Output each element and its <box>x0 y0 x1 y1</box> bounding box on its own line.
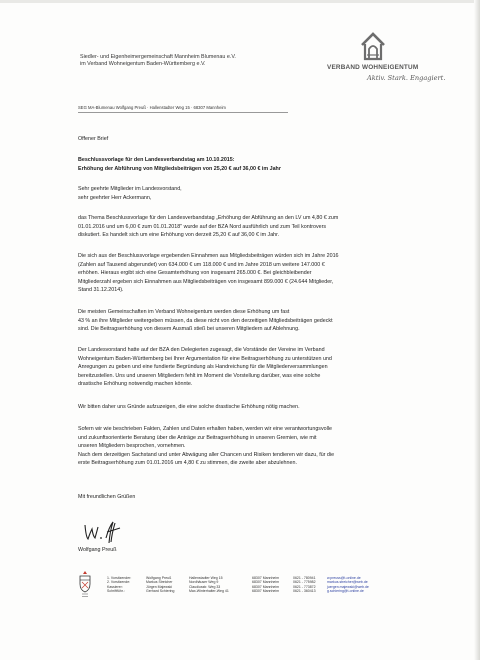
footer-cell: 68307 Mannheim <box>252 589 280 594</box>
paragraph-line: Sofern wir wie beschrieben Fakten, Zahlen und Daten erhalten haben, werden wir eine verantwortungsvolle <box>78 426 332 432</box>
footer-phones <box>293 576 316 594</box>
paragraph-line: Stand 31.12.2014). <box>78 287 124 294</box>
paragraph-line: erste Beitragserhöhung zum 01.01.2016 um 4,80 € zu stimmen, die zweite aber abzulehnen. <box>78 460 297 467</box>
footer-cell: 68307 Mannheim <box>252 584 280 589</box>
house-logo-icon <box>359 30 387 62</box>
footer-cell: Gerhard Schiering <box>146 589 175 594</box>
paragraph-line: Nach dem derzeitigen Sachstand und unter Abwägung aller Chancen und Risiken tendieren wir dazu, für die <box>78 451 335 458</box>
footer-cell: 0621 - 773872 <box>293 584 316 589</box>
subject-line: Beschlussvorlage für den Landesverbandstag am 10.10.2015: <box>78 157 235 163</box>
paragraph-1 <box>78 214 370 240</box>
footer-email-link[interactable]: markus.streicher@web.de <box>327 580 368 585</box>
paragraph-line: diskutiert. Es handelt sich um eine Erhöhung von derzeit 25,20 € auf 36,00 € im Jahr. <box>78 232 280 239</box>
footer-cell: 2. Vorsitzende: <box>107 580 131 585</box>
footer-roles <box>107 576 131 594</box>
footer-cell: 68307 Mannheim <box>252 580 280 585</box>
closing <box>78 493 370 502</box>
footer-cell: Max-Winterhalter-Weg 41 <box>189 589 229 594</box>
paragraph-2 <box>78 252 370 295</box>
footer-cell: Claudiusstr. Weg 33 <box>189 584 221 589</box>
footer-email-link[interactable]: juergen.majewski@web.de <box>327 584 369 589</box>
salutation-line: sehr geehrter Herr Ackermann, <box>78 194 152 201</box>
paragraph-line: erhöhen. Hieraus ergibt sich eine Gesamterhöhung von insgesamt 265.000 €. Bei gleichbleibender <box>78 270 312 277</box>
paragraph-line: Wir bitten daher uns Gründe aufzuzeigen, die eine solche drastische Erhöhung nötig machen. <box>78 404 300 410</box>
footer-email-link[interactable]: w.preuss@t-online.de <box>327 576 361 580</box>
closing-line: Mit freundlichen Grüßen <box>78 494 136 500</box>
coat-of-arms-icon <box>78 570 92 600</box>
paragraph-line: unseren Mitgliedern besprochen, vornehmen. <box>78 443 186 450</box>
subject <box>78 156 370 173</box>
paragraph-line: Die sich aus der Beschlussvorlage ergebenden Einnahmen aus Mitgliedsbeiträgen würden sich im Jahre 2016 <box>78 253 339 259</box>
paragraph-line: (Zahlen auf Tausend abgerundet) von 634.000 € um 118.000 € und im Jahre 2018 um weitere 147.000 € <box>78 261 325 268</box>
return-address-rule <box>78 112 288 113</box>
logo-tagline: Aktiv. Stark. Engagiert. <box>367 74 446 82</box>
handwritten-signature <box>82 519 124 545</box>
footer-cell: Hallenstadter Weg 15 <box>189 576 223 580</box>
paragraph-line: 43 % an ihre Mitglieder weitergeben müssen, da diese nicht von den derzeitigen Mitgliedsbeiträgen gedeckt <box>78 317 333 324</box>
paragraph-line: Wohneigentum Baden-Württemberg bei Ihrer Argumentation für eine Beitragserhöhung zu unterstützen und <box>78 355 332 362</box>
salutation-line: Sehr geehrte Mitglieder im Landesvorstand, <box>78 186 182 192</box>
footer-streets <box>189 576 229 594</box>
verband-logo <box>327 30 446 85</box>
footer-cell: 0621 - 360413 <box>293 589 316 594</box>
footer-names <box>146 576 174 594</box>
logo-name: VERBAND WOHNEIGENTUM <box>327 64 419 71</box>
sender-line: im Verband Wohneigentum Baden-Württemberg e.V. <box>80 61 206 68</box>
paragraph-line: 01.01.2016 und um 6,00 € zum 01.01.2018" wurde auf der BZA Nord ausführlich und zum Teil kontrovers <box>78 223 327 230</box>
footer-cell: 68307 Mannheim <box>252 576 280 580</box>
footer-cell: Markus Streicher <box>146 580 173 585</box>
paragraph-line: sind. Die Beitragserhöhung von diesem Ausmaß stieß bei unseren Mitgliedern auf Ablehnung. <box>78 326 300 333</box>
signer <box>78 546 370 555</box>
scan-edge <box>0 0 480 3</box>
paragraph-line: Die meisten Gemeinschaften im Verband Wohneigentum werden diese Erhöhung um fast <box>78 309 290 315</box>
footer-cell: 0621 - 775982 <box>293 580 316 585</box>
footer-cell: Schriftführ.: <box>107 589 125 594</box>
footer-cell: 1. Vorsitzender: <box>107 576 132 580</box>
salutation <box>78 185 370 202</box>
paragraph-line: das Thema Beschlussvorlage für den Landesverbandstag „Erhöhung der Abführung an den LV um 4,80 € zum <box>78 215 339 221</box>
paragraph-line: Anregungen zu geben und eine fundierte Begründung als Handreichung für die Mitgliederversammlungen <box>78 364 328 371</box>
paragraph-5 <box>78 403 370 412</box>
paragraph-line: bereitzustellen. Uns und unseren Mitgliedern fehlt im Moment die Vorstellung darüber, was eine solche <box>78 372 321 379</box>
sender-line: Siedler- und Eigenheimergemeinschaft Mannheim Blumenau e.V. <box>80 54 236 60</box>
return-address: SEG MA-Blumenau Wolfgang Preuß · Hallenstadter Weg 15 · 68307 Mannheim <box>78 105 226 110</box>
paragraph-line: drastische Erhöhung notwendig machen könnte. <box>78 381 193 388</box>
footer-cell: Wolfgang Preuß <box>146 576 172 580</box>
paragraph-line: Mitgliederzahl ergeben sich Einnahmen aus Mitgliedsbeiträgen von insgesamt 899.000 € (24.644 Mitglieder, <box>78 278 334 285</box>
sender-block <box>80 54 310 68</box>
paragraph-line: Der Landesvorstand hatte auf der BZA den Delegierten zugesagt, die Vorstände der Vereine im Verband <box>78 347 325 353</box>
footer-emails <box>327 576 369 594</box>
footer-cell: Nordhäuser Weg 9 <box>189 580 219 585</box>
letter-type-label: Offener Brief <box>78 136 109 142</box>
subject-line: Erhöhung der Abführung von Mitgliedsbeiträgen von 25,20 € auf 36,00 € im Jahr <box>78 165 281 172</box>
signer-name: Wolfgang Preuß <box>78 547 117 553</box>
footer-email-link[interactable]: g.schiering@t-online.de <box>327 589 364 594</box>
letter-type <box>78 135 370 144</box>
paragraph-6 <box>78 425 370 468</box>
footer-cell: Kassierer: <box>107 584 123 589</box>
footer-cell: Jürgen Majewski <box>146 584 173 589</box>
footer-cities <box>252 576 279 594</box>
paragraph-3 <box>78 308 370 334</box>
footer-cell: 0621 - 780941 <box>293 576 316 580</box>
paragraph-4 <box>78 346 370 389</box>
paragraph-line: und zukunftsorientierte Beratung über die Anträge zur Beitragserhöhung in unseren Gremien, wie mit <box>78 434 317 441</box>
scan-shadow <box>474 0 480 660</box>
